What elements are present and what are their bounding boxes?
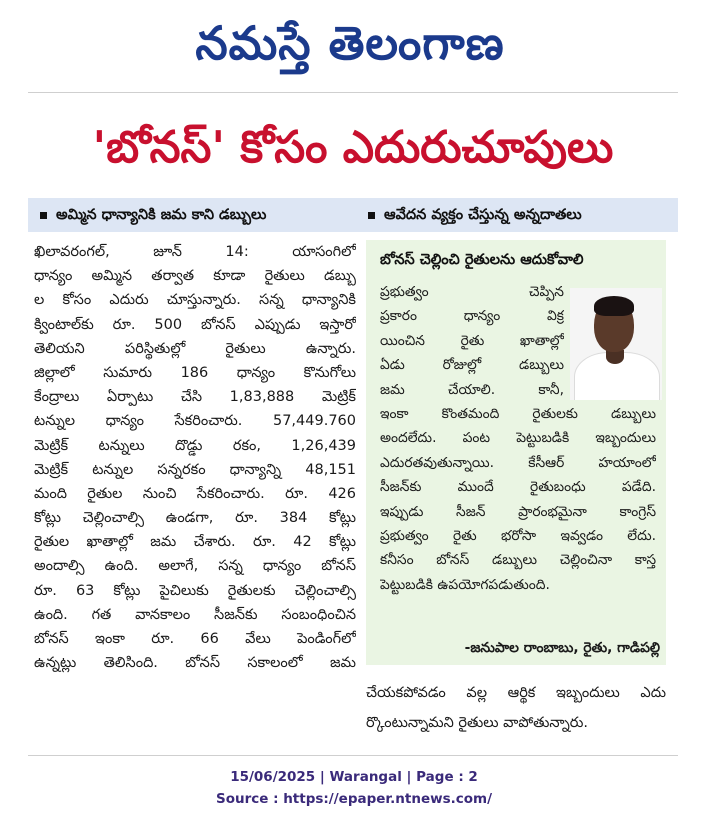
footer-divider — [28, 755, 678, 756]
quote-line: ఇప్పుడు సీజన్ ప్రారంభమైనా కాంగ్రెస్ — [380, 503, 656, 520]
article-line: మెట్రిక్ టన్నుల సన్నరకం ధాన్యాన్ని 48,151 — [34, 461, 356, 478]
quote-line: యించిన రైతు ఖాతాల్లో — [380, 332, 564, 349]
masthead — [0, 0, 708, 88]
article-line: కేంద్రాలు ఏర్పాటు చేసి 1,83,888 మెట్రిక్ — [34, 389, 356, 406]
article-line: క్వింటాల్‌కు రూ. 500 బోనస్ ఎప్పుడు ఇస్తారో — [34, 316, 356, 333]
article-line: జిల్లాలో సుమారు 186 ధాన్యం కొనుగోలు — [34, 364, 356, 381]
article-line: బోనస్ ఇంకా రూ. 66 వేలు పెండింగ్‌లో — [34, 631, 356, 647]
article-line: ఖిలావరంగల్, జూన్ 14: యాసంగిలో — [34, 244, 356, 260]
newspaper-logo: నమస్తే తెలంగాణ — [195, 16, 505, 70]
article-line: కోట్లు చెల్లించాల్సి ఉండగా, రూ. 384 కోట్లు — [34, 510, 356, 527]
quote-line: పెట్టుబడికి ఉపయోగపడుతుంది. — [380, 576, 550, 593]
article-line: ల కోసం ఎదురు చూస్తున్నారు. సన్న ధాన్యానికి — [34, 292, 356, 309]
quote-line: సీజన్‌కు ముందే రైతుబంధు పడేది. — [380, 479, 656, 496]
subheading-1: అమ్మిన ధాన్యానికి జమ కాని డబ్బులు — [40, 198, 266, 232]
quote-box-body — [380, 280, 656, 597]
subheading-2: ఆవేదన వ్యక్తం చేస్తున్న అన్నదాతలు — [368, 198, 582, 232]
quote-line: ప్రభుత్వం చెప్పిన — [380, 284, 564, 300]
quote-line: ఇంకా కొంతమంది రైతులకు డబ్బులు — [380, 405, 656, 422]
quote-line: ప్రభుత్వం రైతు భరోసా ఇవ్వడం లేదు. — [380, 527, 656, 544]
article-line: ర్కొంటున్నామని రైతులు వాపోతున్నారు. — [366, 715, 589, 731]
subheading-bar — [28, 198, 678, 232]
article-body — [34, 240, 356, 675]
quote-line: ప్రకారం ధాన్యం విక్ర — [380, 308, 564, 325]
article-line: రూ. 63 కోట్లు పైచిలుకు రైతులకు చెల్లించాల్సి — [34, 582, 356, 599]
quote-line: ఏడు రోజుల్లో డబ్బులు — [380, 357, 564, 374]
article-line: అందాల్సి ఉంది. అలాగే, సన్న ధాన్యం బోనస్ — [34, 558, 356, 575]
article-line: మంది రైతుల నుంచి సేకరించారు. రూ. 426 — [34, 485, 356, 502]
quote-line: ఎదురతవుతున్నాయి. కేసీఆర్ హయాంలో — [380, 454, 656, 471]
source-link[interactable]: Source : https://epaper.ntnews.com/ — [215, 791, 493, 807]
quote-box — [366, 240, 666, 665]
article-line: తెలియని పరిస్థితుల్లో రైతులు ఉన్నారు. — [34, 340, 356, 357]
edition-info: 15/06/2025 | Warangal | Page : 2 — [230, 769, 478, 785]
article-line: ఉన్నట్లు తెలిసింది. బోనస్ సకాలంలో జమ — [34, 655, 356, 672]
quote-box-title: బోనస్ చెల్లించి రైతులను ఆదుకోవాలి — [380, 252, 584, 268]
article-line: రైతుల ఖాతాల్లో జమ చేశారు. రూ. 42 కోట్లు — [34, 534, 356, 551]
bullet-square-icon — [40, 212, 47, 219]
article-line: టన్నుల ధాన్యం సేకరించారు. 57,449.760 — [34, 413, 356, 430]
article-line: చేయకపోవడం వల్ల ఆర్థిక ఇబ్బందులు ఎదు — [366, 685, 666, 701]
article-continuation — [366, 678, 666, 738]
bullet-square-icon — [368, 212, 375, 219]
footer — [0, 766, 708, 810]
quote-signature: -జనుపాల రాంబాబు, రైతు, గాడిపల్లి — [464, 640, 660, 656]
quote-line: కనీసం బోనస్ డబ్బులు చెల్లించినా కాస్త — [380, 552, 656, 569]
masthead-divider — [28, 92, 678, 93]
article-line: ధాన్యం అమ్మిన తర్వాత కూడా రైతులు డబ్బు — [34, 268, 356, 285]
headline: 'బోనస్' కోసం ఎదురుచూపులు — [92, 122, 614, 173]
quote-line: జమ చేయాలి. కానీ, — [380, 381, 564, 398]
article-line: మెట్రిక్ టన్నులు దొడ్డు రకం, 1,26,439 — [34, 437, 356, 454]
quote-line: అందలేదు. పంట పెట్టుబడికి ఇబ్బందులు — [380, 430, 656, 447]
article-line: ఉంది. గత వానకాలం సీజన్‌కు సంబంధించిన — [34, 606, 356, 623]
